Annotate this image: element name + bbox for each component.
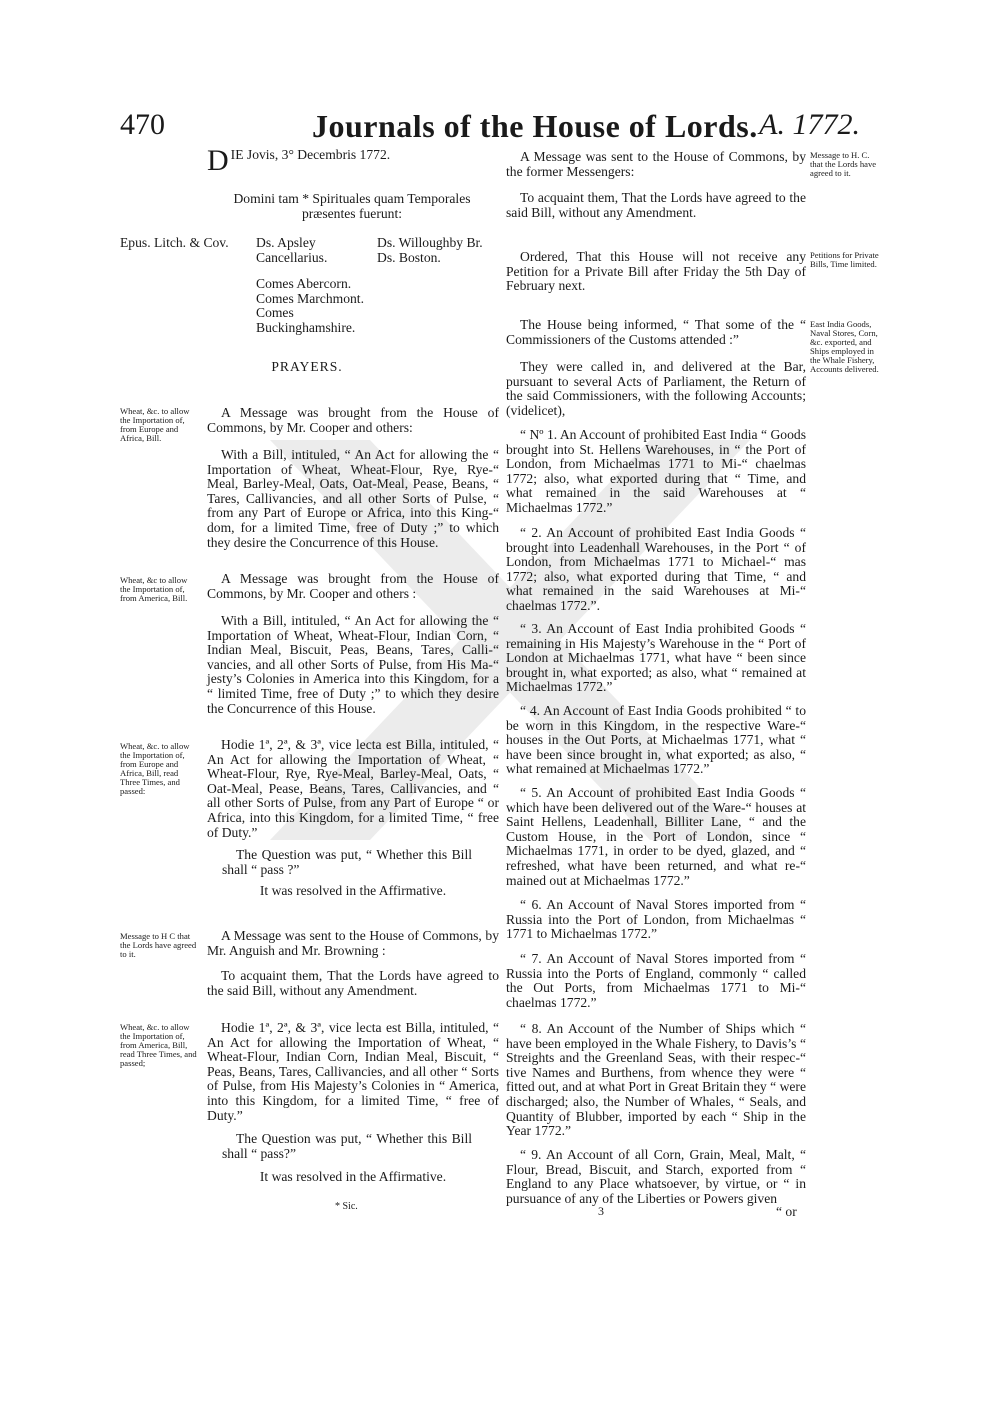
paragraph: With a Bill, intituled, “ An Act for allowing the “ Importation of Wheat, Wheat-Flour, Indian Corn, “ Indian Meal, Biscuit, Peas, Beans, Tares, Calli-“ vancies, and all other Sorts of Pulse, from His Ma-“ jesty’s Colonies in America into this Kingdom, for a “ limited Time, free of Duty ;” to which they desire the Concurrence of this House.: [207, 613, 499, 716]
paragraph: To acquaint them, That the Lords have agreed to the said Bill, without any Amendment.: [506, 190, 806, 220]
account-item: “ 2. An Account of prohibited East India Goods “ brought into Leadenhall Warehouses, in the Port “ of London, from Michaelmas 1771 to Michael-“ mas 1772; also, what exported during that Time, “ and what remained in the said Warehouses at Mi-“ chaelmas 1772.”.: [506, 525, 806, 613]
page-number: 470: [120, 108, 165, 141]
running-header: [120, 108, 860, 148]
margin-note: East India Goods, Naval Stores, Corn, &c. exported, and Ships employed in the Whale Fishery, Accounts delivered.: [810, 319, 879, 374]
paragraph: They were called in, and delivered at the Bar, pursuant to several Acts of Parliament, the Return of the said Commissioners, with the following Accounts; (videlicet),: [506, 359, 806, 418]
paragraph: To acquaint them, That the Lords have agreed to the said Bill, without any Amendment.: [207, 968, 499, 998]
paragraph: Ordered, That this House will not receive any Petition for a Private Bill after Friday the 5th Day of February next.: [506, 249, 806, 294]
lords-col-3: [377, 236, 502, 265]
paragraph: It was resolved in the Affirmative.: [259, 1169, 447, 1184]
margin-note: Message to H C that the Lords have agreed to it.: [120, 931, 197, 959]
margin-note: Wheat, &c. to allow the Importation of, from Europe and Africa, Bill, read Three Times, and passed:: [120, 741, 190, 796]
account-item: “ 3. An Account of East India prohibited Goods “ remaining in His Majesty’s Warehouse in the “ Port of London at Michaelmas 1771, what have “ been since brought in, what exported; as also, what “ remained at Michaelmas 1772.”: [506, 621, 806, 695]
account-item: “ 9. An Account of all Corn, Grain, Meal, Malt, “ Flour, Bread, Biscuit, and Starch, exported from “ England to any Place whatsoever, by virtue, or “ in pursuance of any of the Liberties or Powers given: [506, 1147, 806, 1206]
paragraph: A Message was brought from the House of Commons, by Mr. Cooper and others:: [207, 405, 499, 435]
account-item: “ 5. An Account of prohibited East India Goods “ which have been delivered out of the Ware-“ houses at Saint Hellens, Leadenhall, Billiter Lane, “ and the Custom House, in the Port of London, since “ Michaelmas 1771, in order to be dyed, glazed, and “ refreshed, what have been returned, and what re-“ mained out at Michaelmas 1772.”: [506, 785, 806, 888]
paragraph: With a Bill, intituled, “ An Act for allowing the “ Importation of Wheat, Wheat-Flour, Rye, Rye-“ Meal, Barley-Meal, Oats, Oat-Meal, Pease, Beans, “ Tares, Callivancies, and all other Sorts of Pulse, “ from any Part of Europe or Africa, into this King-“ dom, for a limited Time, free of Duty ;” to which they desire the Concurrence of this House.: [207, 447, 499, 550]
paragraph: A Message was sent to the House of Commons, by Mr. Anguish and Mr. Browning :: [207, 928, 499, 958]
session-date: IE Jovis, 3° Decembris 1772.: [230, 147, 391, 162]
paragraph: The House being informed, “ That some of the “ Commissioners of the Customs attended :”: [506, 317, 806, 347]
paragraph: The Question was put, “ Whether this Bill shall “ pass?”: [222, 1131, 472, 1161]
date-line: [207, 144, 499, 177]
paragraph: Hodie 1ª, 2ª, & 3ª, vice lecta est Billa, intituled, “ An Act for allowing the Importation of Wheat, “ Wheat-Flour, Indian Corn, Indian Meal, Biscuit, “ Peas, Beans, Tares, Callivancies, and all other “ Sorts of Pulse, from His Majesty’s Colonies in “ America, into this Kingdom, for a limited Time, “ free of Duty.”: [207, 1020, 499, 1123]
signature-mark: 3: [598, 1204, 604, 1218]
header-year: A. 1772.: [759, 108, 860, 141]
account-item: “ 6. An Account of Naval Stores imported from “ Russia into the Port of London, from Michaelmas “ 1771 to Michaelmas 1772.”: [506, 897, 806, 942]
account-item: “ 7. An Account of Naval Stores imported from “ Russia into the Ports of England, commonly “ called the Out Ports, from Michaelmas 1771 to Mi-“ chaelmas 1772.”: [506, 951, 806, 1010]
lord-entry: Comes Abercorn.: [256, 276, 352, 292]
prayers-heading: PRAYERS.: [271, 359, 343, 374]
lord-entry: Epus. Litch. & Cov.: [120, 235, 229, 250]
lord-entry: Comes Marchmont.: [256, 290, 364, 306]
account-item: “ Nº 1. An Account of prohibited East India “ Goods brought into St. Hellens Warehouses, in “ the Port of London, from Michaelmas 1771 to Mi-“ chaelmas 1772; also, what exported during that “ Time, and what remained in the said Warehouses at “ Michaelmas 1772.”: [506, 427, 806, 515]
journal-title: Journals of the House of Lords.: [312, 108, 758, 144]
lord-entry: Ds. Boston.: [377, 249, 441, 265]
paragraph: It was resolved in the Affirmative.: [259, 883, 447, 898]
account-item: “ 4. An Account of East India Goods prohibited “ to be worn in this Kingdom, in the respective Ware-“ houses in the Out Ports, at Michaelmas 1771, what “ have been since brought in, what exported; as also, “ what remained at Michaelmas 1772.”: [506, 703, 806, 777]
lord-entry: Ds. Apsley Cancellarius.: [256, 235, 328, 265]
lords-col-2: [256, 236, 374, 336]
margin-note: Wheat, &c. to allow the Importation of, from Europe and Africa, Bill.: [120, 406, 190, 443]
paragraph: A Message was brought from the House of Commons, by Mr. Cooper and others :: [207, 571, 499, 601]
catchword: “ or: [776, 1204, 797, 1219]
paragraph: A Message was sent to the House of Commons, by the former Messengers:: [506, 149, 806, 179]
drop-cap: D: [207, 144, 229, 177]
paragraph: Hodie 1ª, 2ª, & 3ª, vice lecta est Billa, intituled, “ An Act for allowing the Importation of Wheat, “ Wheat-Flour, Rye, Rye-Meal, Barley-Meal, Oats, “ Oat-Meal, Pease, Beans, Tares, Callivancies, and “ all other Sorts of Pulse, from any Part of Europe “ or Africa, into this Kingdom, for a limited Time, “ free of Duty.”: [207, 737, 499, 840]
footnote: * Sic.: [335, 1201, 358, 1212]
margin-note: Wheat, &c to allow the Importation of, from America, Bill.: [120, 575, 188, 603]
lords-col-1: [120, 236, 260, 251]
lord-entry: Ds. Willoughby Br.: [377, 235, 483, 250]
present-line: Domini tam * Spirituales quam Temporales præsentes fuerunt:: [233, 191, 471, 221]
lord-entry: Comes Buckinghamshire.: [256, 305, 356, 335]
margin-note: Message to H. C. that the Lords have agreed to it.: [810, 150, 877, 178]
paragraph: The Question was put, “ Whether this Bill shall “ pass ?”: [222, 847, 472, 877]
margin-note: Wheat, &c. to allow the Importation of, from America, Bill, read Three Times, and passed;: [120, 1022, 197, 1068]
margin-note: Petitions for Private Bills, Time limited.: [810, 250, 879, 269]
account-item: “ 8. An Account of the Number of Ships which “ have been employed in the Whale Fishery, to Davis’s “ Streights and the Greenland Seas, with their respec-“ tive Names and Burthens, from whence they were “ fitted out, and at what Port in Great Britain they “ were discharged; also, the Number of Whales, “ Seals, and Quantity of Blubber, imported by each “ Ship in the Year 1772.”: [506, 1021, 806, 1139]
